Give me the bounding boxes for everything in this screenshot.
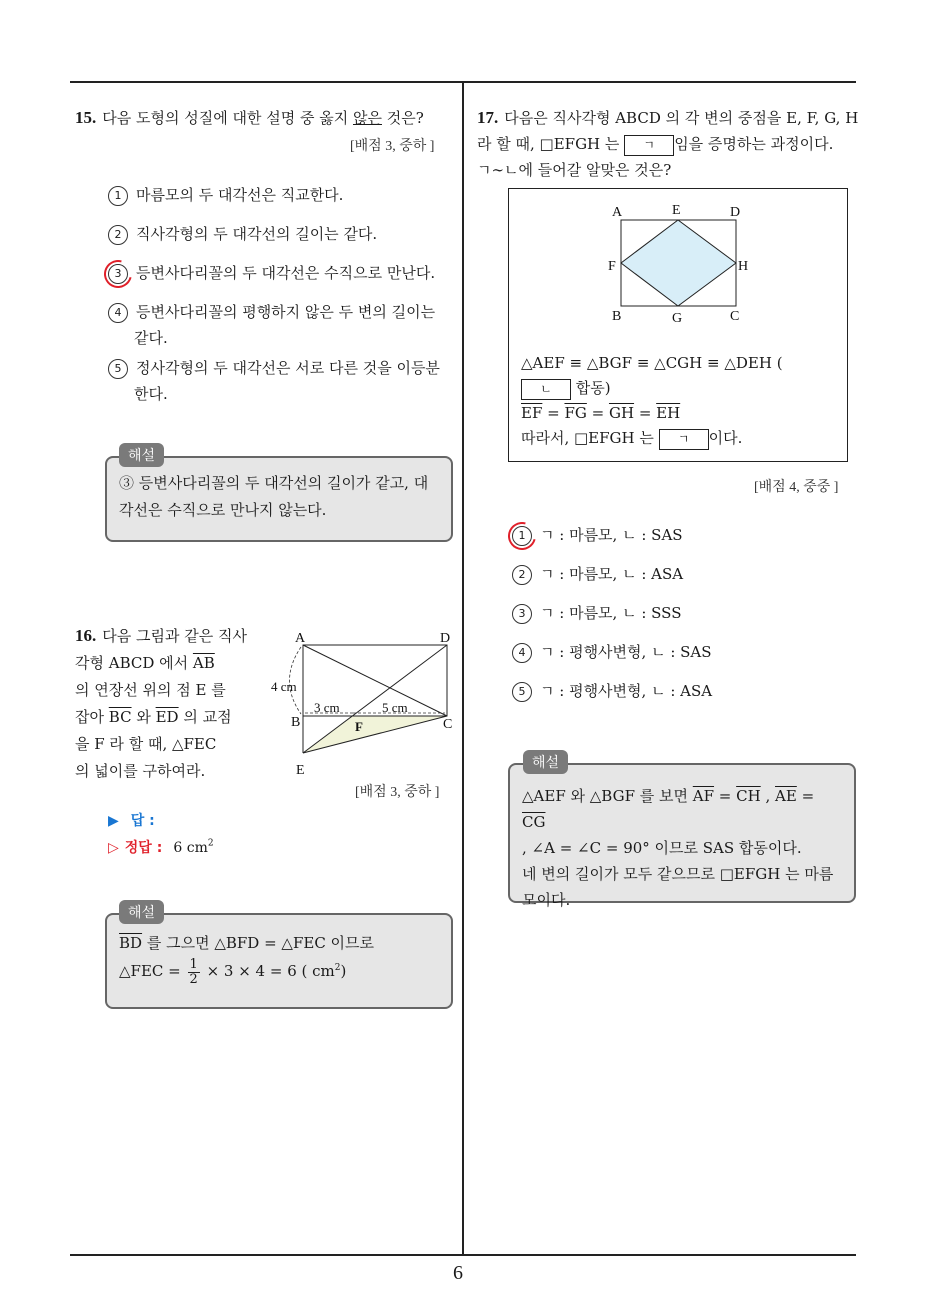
q17-blank-2: ㄴ — [521, 379, 571, 400]
q17-proof-text: △AEF ≡ △BGF ≡ △CGH ≡ △DEH ( ㄴ 합동) $\overline{EF} = \overline{FG} = \overline{GH} = \overline{EH}$ 따라서, □EFGH 는 ㄱ 이다. — [521, 351, 841, 451]
q16-label-E: E — [296, 763, 305, 778]
q15-choice-3[interactable]: 3 등변사다리꼴의 두 대각선은 수직으로 만난다. — [108, 260, 435, 286]
q16-number: 16. — [75, 626, 97, 645]
q16-len-bf: 3 cm — [314, 700, 340, 715]
q17-score: [배점 4, 중중 ] — [754, 480, 839, 495]
q16-label-B: B — [291, 715, 301, 730]
q16-fraction: $\frac{1}{2}$ — [189, 956, 198, 987]
q17-choice-1[interactable]: 1 ㄱ : 마름모, ㄴ : SAS — [512, 522, 683, 548]
q15-choice-5[interactable]: 5 정사각형의 두 대각선은 서로 다른 것을 이등분 한다. — [108, 355, 440, 407]
q16-score: [배점 3, 중하 ] — [355, 785, 440, 800]
q17-choice-4[interactable]: 4 ㄱ : 평행사변형, ㄴ : SAS — [512, 639, 712, 665]
q17-blank-3: ㄱ — [659, 429, 709, 450]
q17-label-E: E — [672, 203, 681, 218]
q15-explanation-box: ③ 등변사다리꼴의 두 대각선의 길이가 같고, 대 각선은 수직으로 만나지 않는다. — [105, 456, 453, 542]
q16-figure — [268, 625, 463, 780]
q17-label-H: H — [738, 259, 749, 274]
q16-correct-row: ▷ 정답 : 6 $cm^2$ — [108, 838, 214, 856]
q15-score: [배점 3, 중하 ] — [350, 139, 435, 154]
q16-len-fc: 5 cm — [382, 700, 408, 715]
q17-figure — [600, 198, 760, 328]
play-outline-icon: ▷ — [108, 840, 119, 856]
q16-explanation-tag: 해설 — [119, 900, 164, 924]
q16-label-D: D — [440, 631, 451, 646]
q17-number: 17. — [477, 108, 499, 127]
q17-label-G: G — [672, 311, 683, 326]
q17-label-B: B — [612, 309, 622, 324]
q17-label-F: F — [608, 259, 616, 274]
q15-choice-4[interactable]: 4 등변사다리꼴의 평행하지 않은 두 변의 길이는 같다. — [108, 299, 435, 351]
q17-explanation-box: △AEF 와 △BGF 를 보면 $\overline{AF} = \overline{CH}$ , $\overline{AE} = \overline{CG}$ , ∠A = ∠C = 90° 이므로 SAS 합동이다. 네 변의 길이가 모두 같으므로 □EFGH 는 마름 모이다. — [508, 763, 856, 903]
q16-stem: 16. 다음 그림과 같은 직사 각형 ABCD 에서 $\overline{AB}$ 의 연장선 위의 점 E 를 잡아 $\overline{BC}$ 와 $\overline{ED}$ 의 교점 을 F 라 할 때, △FEC 의 넓이를 구하여라. — [75, 626, 247, 780]
q17-label-C: C — [730, 309, 740, 324]
q17-choice-5[interactable]: 5 ㄱ : 평행사변형, ㄴ : ASA — [512, 678, 712, 704]
q15-stem: 15. 다음 도형의 성질에 대한 설명 중 옳지 않은 것은? — [75, 108, 424, 127]
q17-choice-3[interactable]: 3 ㄱ : 마름모, ㄴ : SSS — [512, 600, 681, 626]
q16-label-C: C — [443, 717, 453, 732]
q17-blank-1: ㄱ — [624, 135, 674, 156]
q16-explanation-box: $\overline{BD}$ 를 그으면 △BFD = △FEC 이므로 △FEC = $\frac{1}{2}$ × 3 × 4 = 6 ( $cm^2$) — [105, 913, 453, 1009]
q16-label-F: F — [355, 719, 363, 734]
q16-len-ab: 4 cm — [271, 679, 297, 694]
q17-rhombus — [621, 220, 736, 306]
q15-choice-1[interactable]: 1 마름모의 두 대각선은 직교한다. — [108, 182, 343, 208]
page-number: 6 — [453, 1262, 463, 1284]
q15-explanation-tag: 해설 — [119, 443, 164, 467]
q16-label-A: A — [295, 631, 306, 646]
q17-label-A: A — [612, 205, 623, 220]
q15-choice-2[interactable]: 2 직사각형의 두 대각선의 길이는 같다. — [108, 221, 377, 247]
q17-explanation-tag: 해설 — [523, 750, 568, 774]
q15-number: 15. — [75, 108, 97, 127]
q17-label-D: D — [730, 205, 741, 220]
q17-stem: 17. 다음은 직사각형 ABCD 의 각 변의 중점을 E, F, G, H 라 할 때, □EFGH 는 ㄱ 임을 증명하는 과정이다. ㄱ∼ㄴ에 들어갈 알맞은 것은? — [477, 108, 859, 179]
q17-choice-2[interactable]: 2 ㄱ : 마름모, ㄴ : ASA — [512, 561, 683, 587]
q16-answer-row[interactable]: ▶ 답 : — [108, 813, 155, 829]
play-icon: ▶ — [108, 813, 119, 829]
